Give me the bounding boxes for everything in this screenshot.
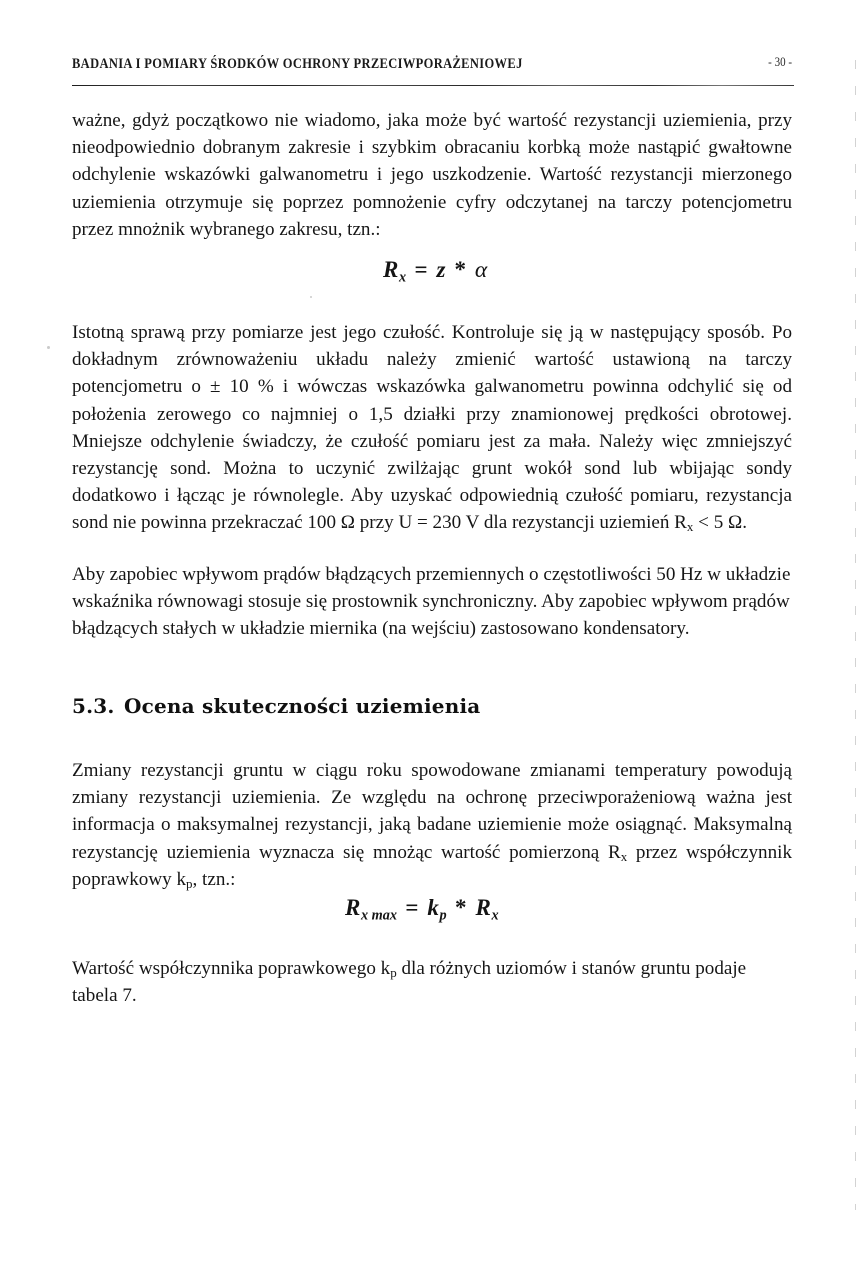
paragraph-segment: , tzn.:: [192, 868, 236, 890]
scan-speck-artifact: [310, 296, 312, 298]
paragraph-intro: [72, 107, 792, 243]
paragraph-segment: Wartość współczynnika poprawkowego k: [72, 958, 391, 979]
section-number: 5.3.: [72, 694, 115, 718]
formula-operator: *: [455, 895, 468, 920]
paragraph-evaluation: [72, 757, 792, 893]
paragraph-segment: Zmiany rezystancji gruntu w ciągu roku spowodowane zmianami temperatury powodują zmiany rezystancji uziemienia. Ze względu na ochronę przeciwporażeniową ważna jest informacja o maksymalnej rezystancji, jaką badane uziemienie może osiągnąć. Maksymalną rezystancję uziemienia wyznacza się mnożąc wartość pomierzoną R: [72, 760, 792, 863]
formula-lhs: R: [383, 257, 399, 282]
page-header: [72, 55, 792, 89]
section-heading-5-3: [72, 694, 792, 718]
paragraph-segment: < 5 Ω.: [693, 512, 747, 534]
formula-rhs-second-subscript: x: [491, 907, 499, 924]
formula-operator: *: [454, 257, 467, 282]
page-number: - 30 -: [768, 56, 792, 70]
paragraph-sensitivity: [72, 319, 792, 537]
paragraph-segment: dla różnych uziomów i stanów gruntu podaje tabela 7.: [72, 958, 747, 1007]
subscript-x: x: [686, 519, 694, 535]
formula-rx: [383, 257, 488, 286]
formula-rhs-first: z: [436, 257, 447, 282]
paragraph-text: [72, 319, 792, 537]
formula-rhs-first-subscript: p: [439, 907, 447, 924]
formula-rhs-second-alpha: α: [474, 257, 488, 283]
header-divider-rule: [72, 85, 794, 86]
formula-lhs-subscript: x: [398, 269, 407, 286]
subscript-x: x: [620, 848, 628, 864]
paragraph-table-reference: [72, 955, 792, 1009]
scan-edge-artifact: [855, 60, 856, 1210]
scan-speck-artifact: [47, 346, 50, 349]
formula-rhs-second: R: [475, 895, 492, 920]
section-title: Ocena skuteczności uziemienia: [124, 694, 481, 718]
paragraph-text: ważne, gdyż początkowo nie wiadomo, jaka może być wartość rezystancji uziemienia, przy nieodpowiednio dobranym zakresie i szybkim obracaniu korbką może nastąpić gwałtowne odchylenie wskazówki galwanometru i jego uszkodzenie. Wartość rezystancji mierzonego uziemienia otrzymuje się poprzez pomnożenie cyfry odczytanej na tarczy potencjometru przez mnożnik wybranego zakresu, tzn.:: [72, 110, 792, 240]
paragraph-stray-currents: [72, 561, 792, 643]
formula-equals: =: [414, 257, 429, 282]
formula-lhs: R: [345, 895, 361, 920]
header-title: BADANIA I POMIARY ŚRODKÓW OCHRONY PRZECIWPORAŻENIOWEJ: [72, 55, 523, 72]
paragraph-segment: przez współczynnik poprawkowy k: [72, 841, 793, 890]
paragraph-text: [72, 955, 792, 1009]
paragraph-text: Aby zapobiec wpływom prądów błądzących przemiennych o częstotliwości 50 Hz w układzie wskaźnika równowagi stosuje się prostownik synchroniczny. Aby zapobiec wpływom prądów błądzących stałych w układzie miernika (na wejściu) zastosowano kondensatory.: [72, 564, 791, 640]
formula-rhs-first: k: [427, 895, 440, 920]
subscript-p: p: [390, 964, 397, 980]
paragraph-segment: Istotną sprawą przy pomiarze jest jego czułość. Kontroluje się ją w następujący sposób. Po dokładnym zrównoważeniu układu należy zmienić wartość ustawioną na tarczy potencjometru o ± 10 % i wówczas wskazówka galwanometru powinna odchylić się od położenia zerowego co najmniej o 1,5 działki przy znamionowej prędkości obrotowej. Mniejsze odchylenie świadczy, że czułość pomiaru jest za mała. Należy więc zmniejszyć rezystancję sond. Można to uczynić zwilżając grunt wokół sond lub wbijając sondy dodatkowo i łącząc je równolegle. Aby uzyskać odpowiednią czułość pomiaru, rezystancja sond nie powinna przekraczać 100 Ω przy U = 230 V dla rezystancji uziemień R: [72, 322, 792, 534]
paragraph-text: [72, 757, 792, 893]
formula-lhs-subscript: x max: [360, 907, 397, 924]
formula-rxmax: [345, 895, 499, 924]
formula-equals: =: [405, 895, 420, 920]
subscript-p: p: [186, 875, 193, 891]
